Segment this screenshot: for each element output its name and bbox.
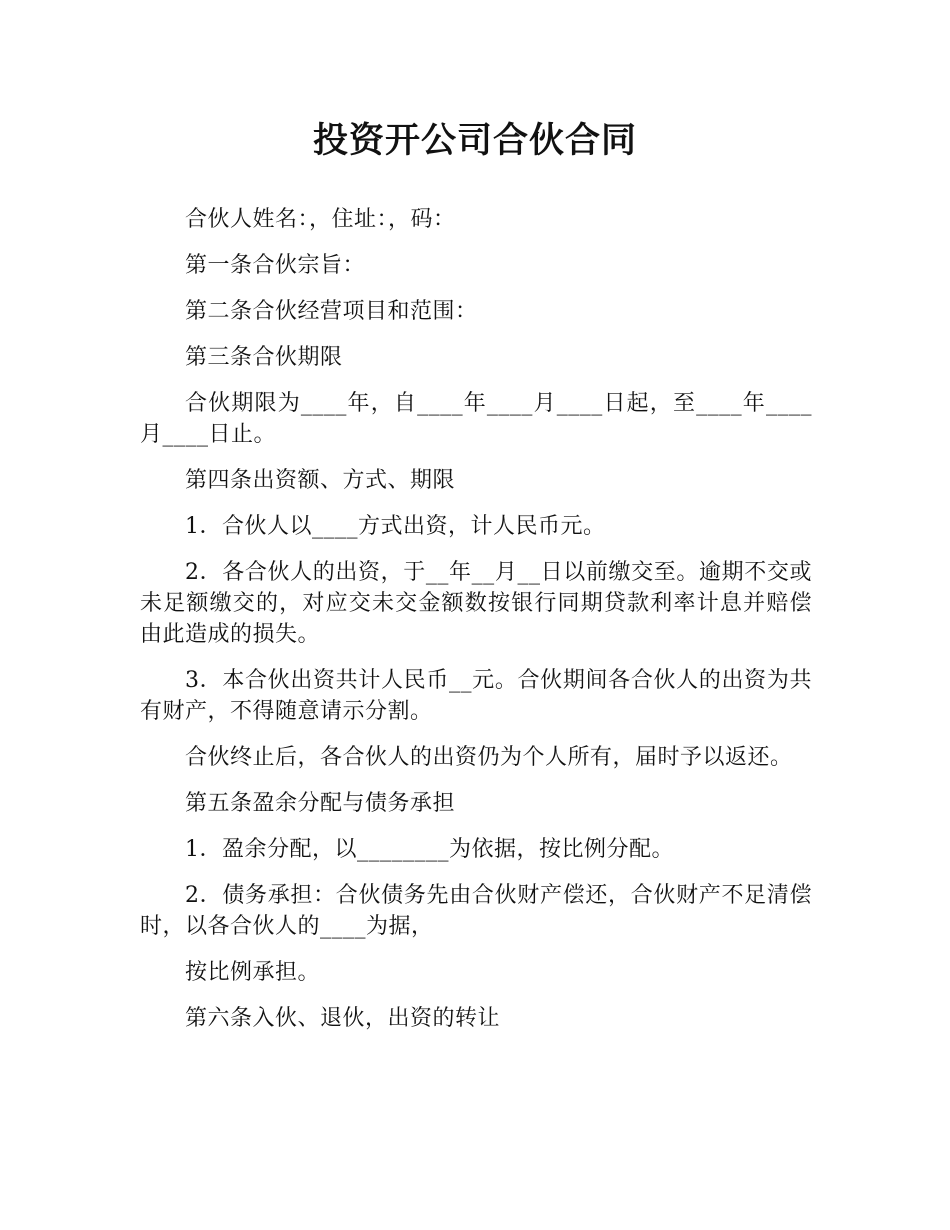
document-title: 投资开公司合伙合同	[312, 121, 637, 161]
article-2-heading: 第二条合伙经营项目和范围：	[185, 299, 478, 324]
article-6-heading: 第六条入伙、退伙，出资的转让	[185, 1006, 501, 1031]
article-5-heading: 第五条盈余分配与债务承担	[185, 791, 456, 816]
article-4-heading: 第四条出资额、方式、期限	[185, 468, 456, 493]
profit-distribution-clause: 1．盈余分配，以________为依据，按比例分配。	[185, 837, 674, 862]
debt-bearing-clause: 2．债务承担：合伙债务先由合伙财产偿还，合伙财产不足清偿时，以各合伙人的____为据，	[140, 883, 812, 939]
contribution-clause-3: 3．本合伙出资共计人民币__元。合伙期间各合伙人的出资为共有财产，不得随意请示分割。	[140, 668, 812, 724]
article-1-heading: 第一条合伙宗旨：	[185, 253, 366, 278]
article-3-heading: 第三条合伙期限	[185, 345, 343, 370]
partnership-term-paragraph: 合伙期限为____年，自____年____月____日起，至____年____月____日止。	[140, 391, 812, 447]
debt-bearing-continuation: 按比例承担。	[185, 960, 321, 985]
contribution-clause-1: 1．合伙人以____方式出资，计人民币元。	[185, 514, 606, 539]
document-body	[140, 204, 812, 1049]
contribution-clause-2: 2．各合伙人的出资，于__年__月__日以前缴交至。逾期不交或未足额缴交的，对应交未交金额数按银行同期贷款利率计息并赔偿由此造成的损失。	[140, 560, 812, 647]
partner-info-line: 合伙人姓名：，住址：，码：	[185, 207, 456, 232]
contribution-return-paragraph: 合伙终止后，各合伙人的出资仍为个人所有，届时予以返还。	[185, 745, 793, 770]
